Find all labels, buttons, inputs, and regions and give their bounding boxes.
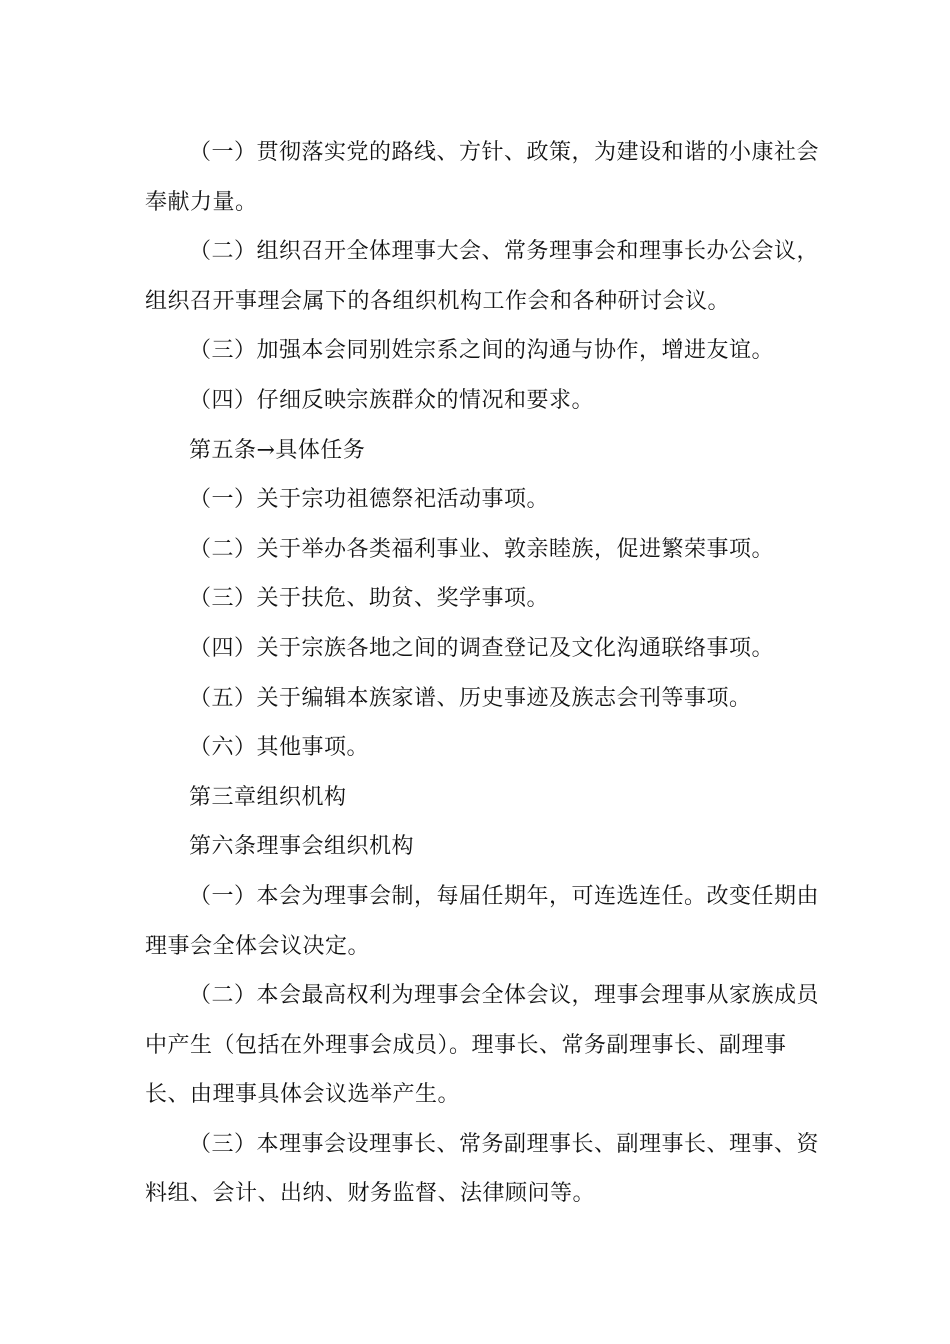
paragraph: （四）关于宗族各地之间的调查登记及文化沟通联络事项。: [189, 635, 775, 661]
paragraph: （三）关于扶危、助贫、奖学事项。: [189, 586, 550, 612]
paragraph: （三）加强本会同别姓宗系之间的沟通与协作，增进友谊。: [189, 338, 775, 364]
paragraph: （二）本会最高权利为理事会全体会议，理事会理事从家族成员中产生（包括在外理事会成员）。理事长、常务副理事长、副理事长、由理事具体会议选举产生。: [145, 983, 820, 1108]
paragraph: （三）本理事会设理事长、常务副理事长、副理事长、理事、资料组、会计、出纳、财务监督、法律顾问等。: [145, 1131, 820, 1207]
paragraph: （四）仔细反映宗族群众的情况和要求。: [189, 387, 595, 413]
paragraph: （一）贯彻落实党的路线、方针、政策，为建设和谐的小康社会奉献力量。: [145, 140, 820, 215]
chapter-heading: 第三章组织机构: [189, 784, 347, 810]
paragraph: （一）关于宗功祖德祭祀活动事项。: [189, 487, 550, 513]
paragraph: （二）关于举办各类福利事业、敦亲睦族，促进繁荣事项。: [189, 536, 775, 562]
paragraph: （五）关于编辑本族家谱、历史事迹及族志会刊等事项。: [189, 685, 752, 711]
paragraph: （一）本会为理事会制，每届任期年，可连选连任。改变任期由理事会全体会议决定。: [145, 883, 820, 959]
article-heading: 第六条理事会组织机构: [189, 834, 415, 860]
article-heading: 第五条→具体任务: [189, 437, 366, 463]
paragraph: （六）其他事项。: [189, 735, 370, 761]
document-body: [145, 128, 825, 1219]
paragraph: （二）组织召开全体理事大会、常务理事会和理事长办公会议，组织召开事理会属下的各组织机构工作会和各种研讨会议。: [145, 239, 820, 314]
